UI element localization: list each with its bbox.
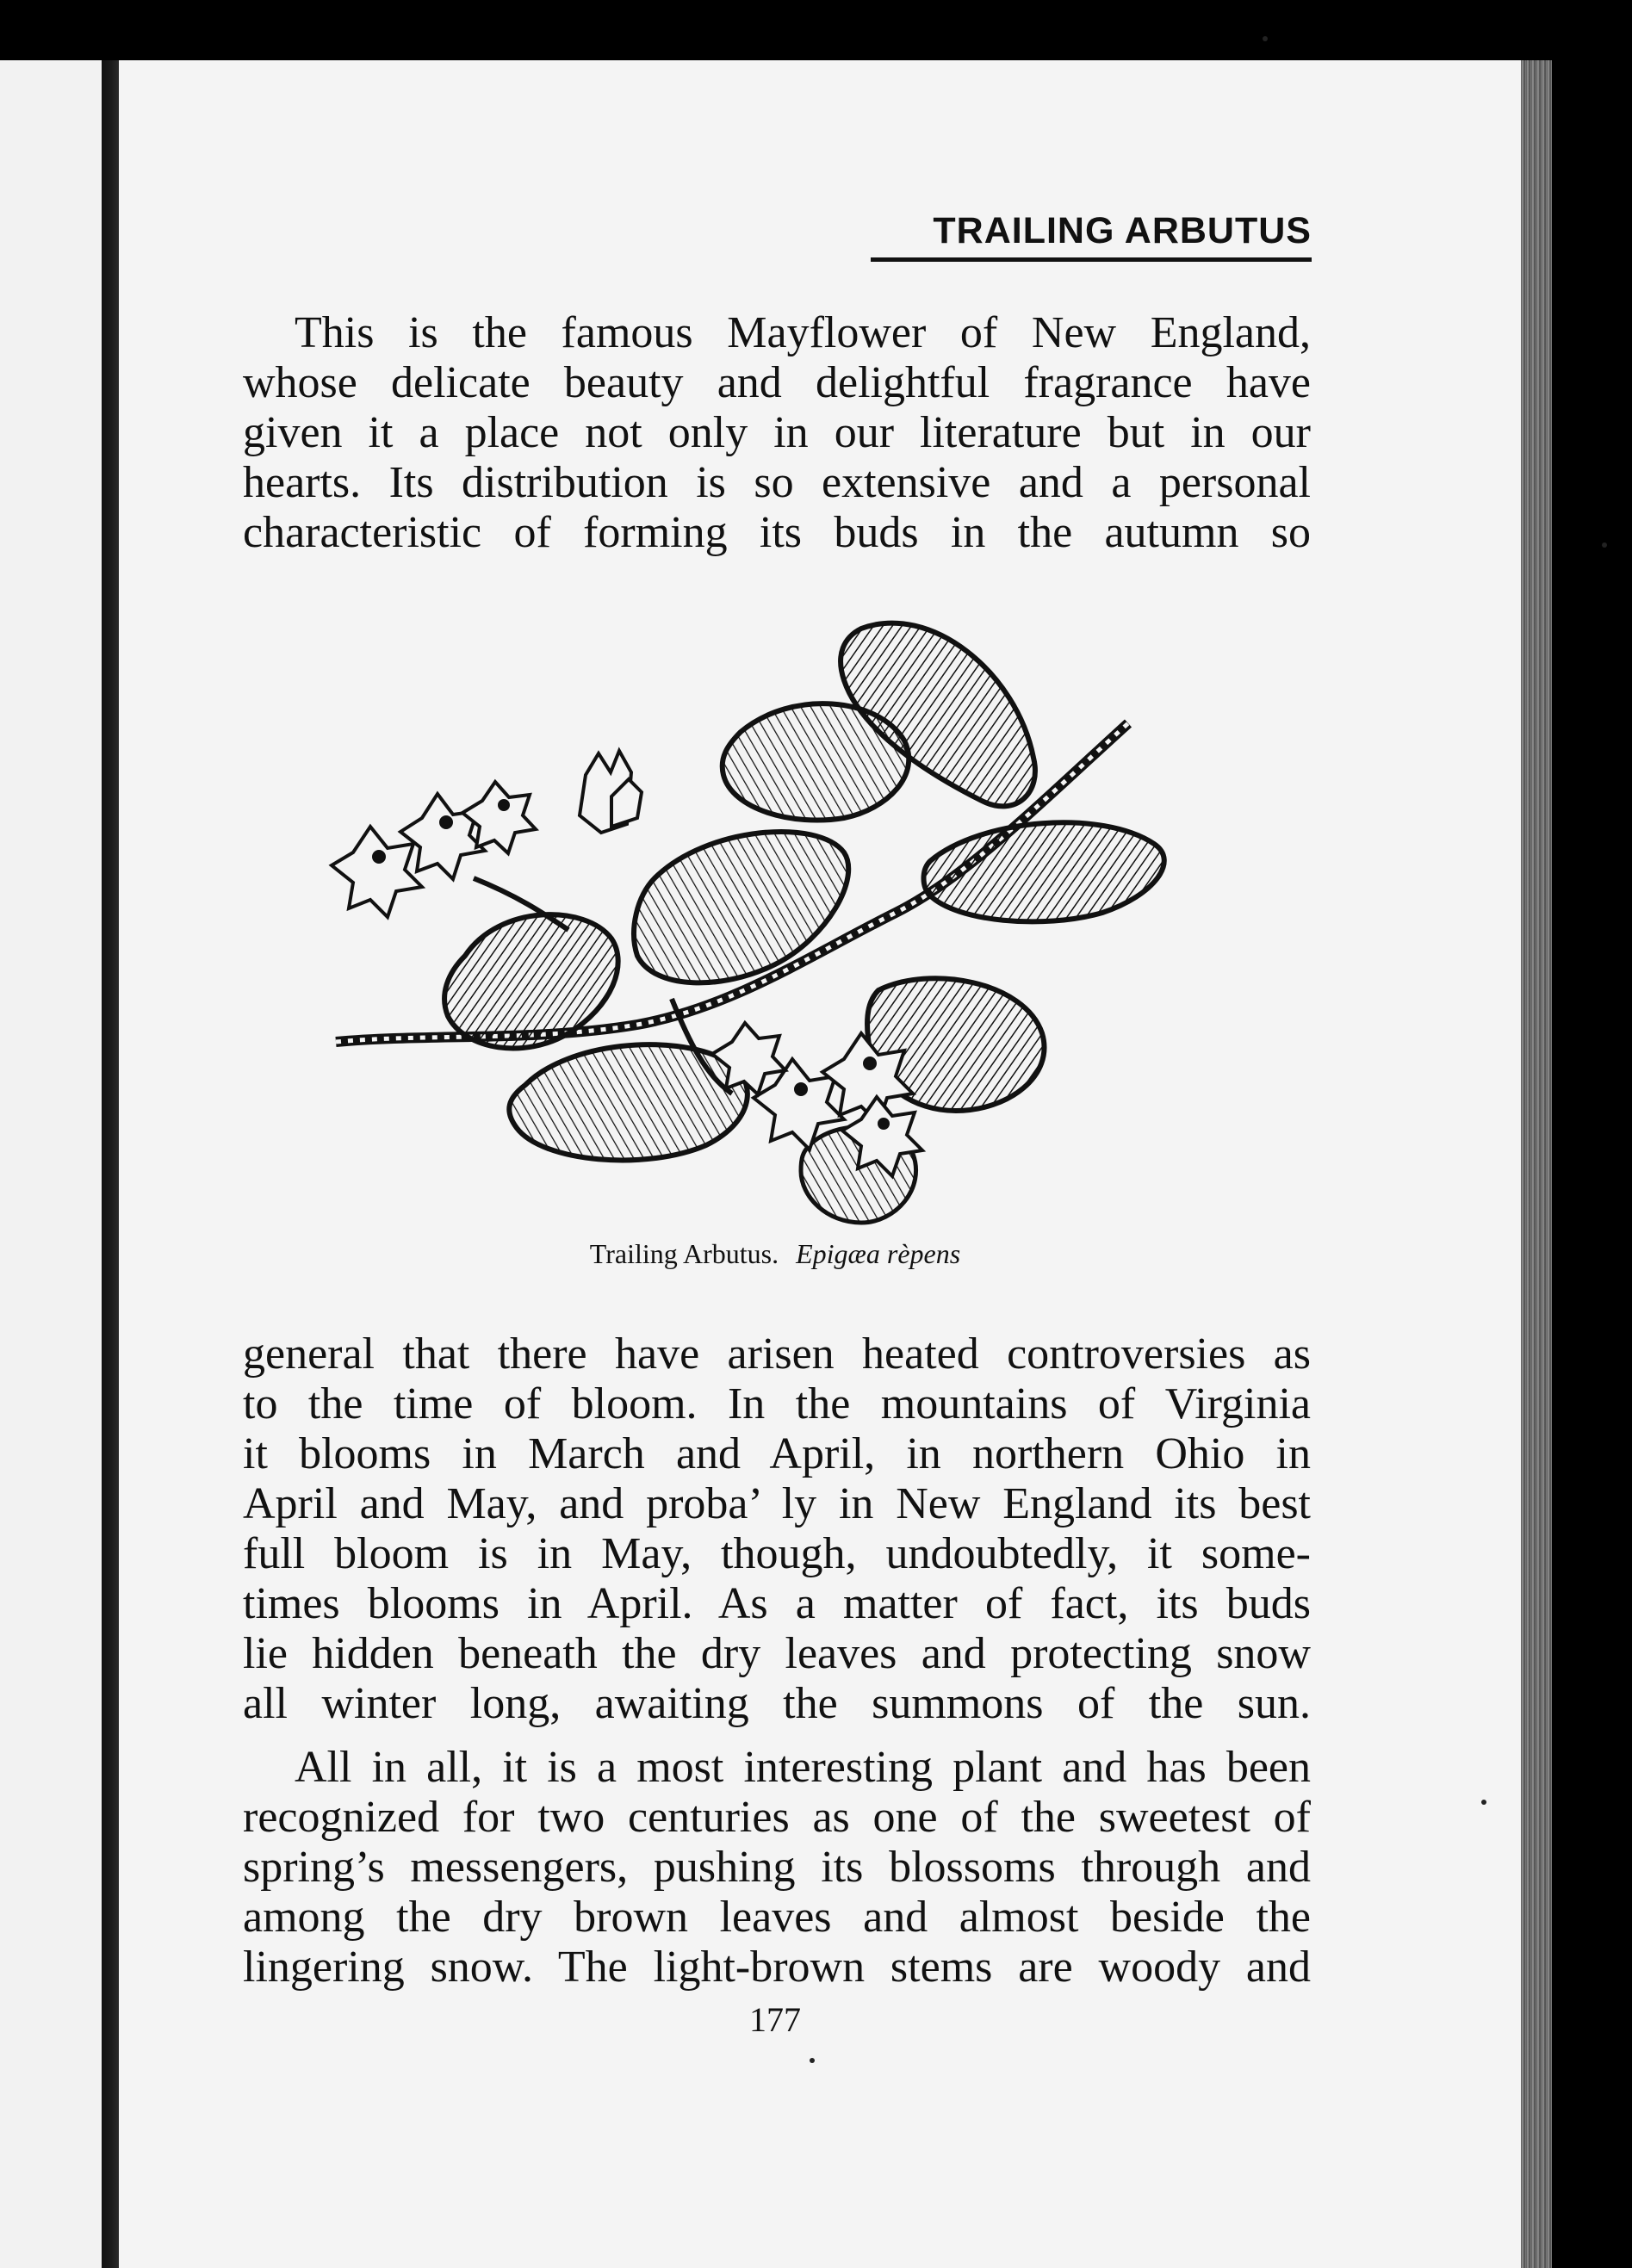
text-line: whose delicate beauty and delightful fragrance have (243, 358, 1311, 407)
text-line: recognized for two centuries as one of the sweetest of (243, 1793, 1311, 1842)
text-line: to the time of bloom. In the mountains of Virginia (243, 1379, 1311, 1428)
running-head: TRAILING ARBUTUS (871, 210, 1312, 262)
scan-speck (810, 2058, 815, 2063)
text-line: This is the famous Mayflower of New England, (295, 308, 1311, 357)
text-line: times blooms in April. As a matter of fact, its buds (243, 1579, 1311, 1628)
scan-speck (1481, 1800, 1486, 1805)
scan-speck (1602, 542, 1607, 548)
text-line: lingering snow. The light-brown stems are woody and (243, 1943, 1311, 1992)
flower-cluster-left (332, 751, 642, 917)
leaf (924, 822, 1164, 921)
text-line: lie hidden beneath the dry leaves and protecting snow (243, 1629, 1311, 1678)
text-line: All in all, it is a most interesting plant and has been (295, 1743, 1311, 1792)
trailing-arbutus-illustration (327, 594, 1223, 1240)
leaf (723, 703, 909, 820)
book-gutter (102, 60, 119, 2268)
paragraph-1-continued (243, 1329, 1311, 1729)
text-line: spring’s messengers, pushing its blossoms through and (243, 1843, 1311, 1892)
text-line: hearts. Its distribution is so extensive and a personal (243, 458, 1311, 507)
text-line: general that there have arisen heated controversies as (243, 1329, 1311, 1379)
page-number: 177 (749, 2000, 801, 2039)
leaf (509, 1044, 748, 1160)
text-line: April and May, and proba’ ly in New England its best (243, 1479, 1311, 1528)
caption-common-name: Trailing Arbutus. (589, 1238, 779, 1269)
figure-caption (431, 1238, 1120, 1270)
text-line: given it a place not only in our literature but in our (243, 408, 1311, 457)
page-stack-edge (1521, 60, 1552, 2268)
text-line: among the dry brown leaves and almost beside the (243, 1893, 1311, 1942)
text-line: all winter long, awaiting the summons of the sun. (243, 1679, 1311, 1728)
text-line: full bloom is in May, though, undoubtedly, it some- (243, 1529, 1311, 1578)
paragraph-1 (243, 308, 1311, 558)
text-line: it blooms in March and April, in northern Ohio in (243, 1429, 1311, 1478)
scan-speck (1263, 36, 1268, 41)
text-line: characteristic of forming its buds in the autumn so (243, 508, 1311, 557)
left-page-edge (0, 60, 102, 2268)
paragraph-2 (243, 1743, 1311, 1992)
caption-latin-name: Epigæa rèpens (796, 1238, 961, 1269)
